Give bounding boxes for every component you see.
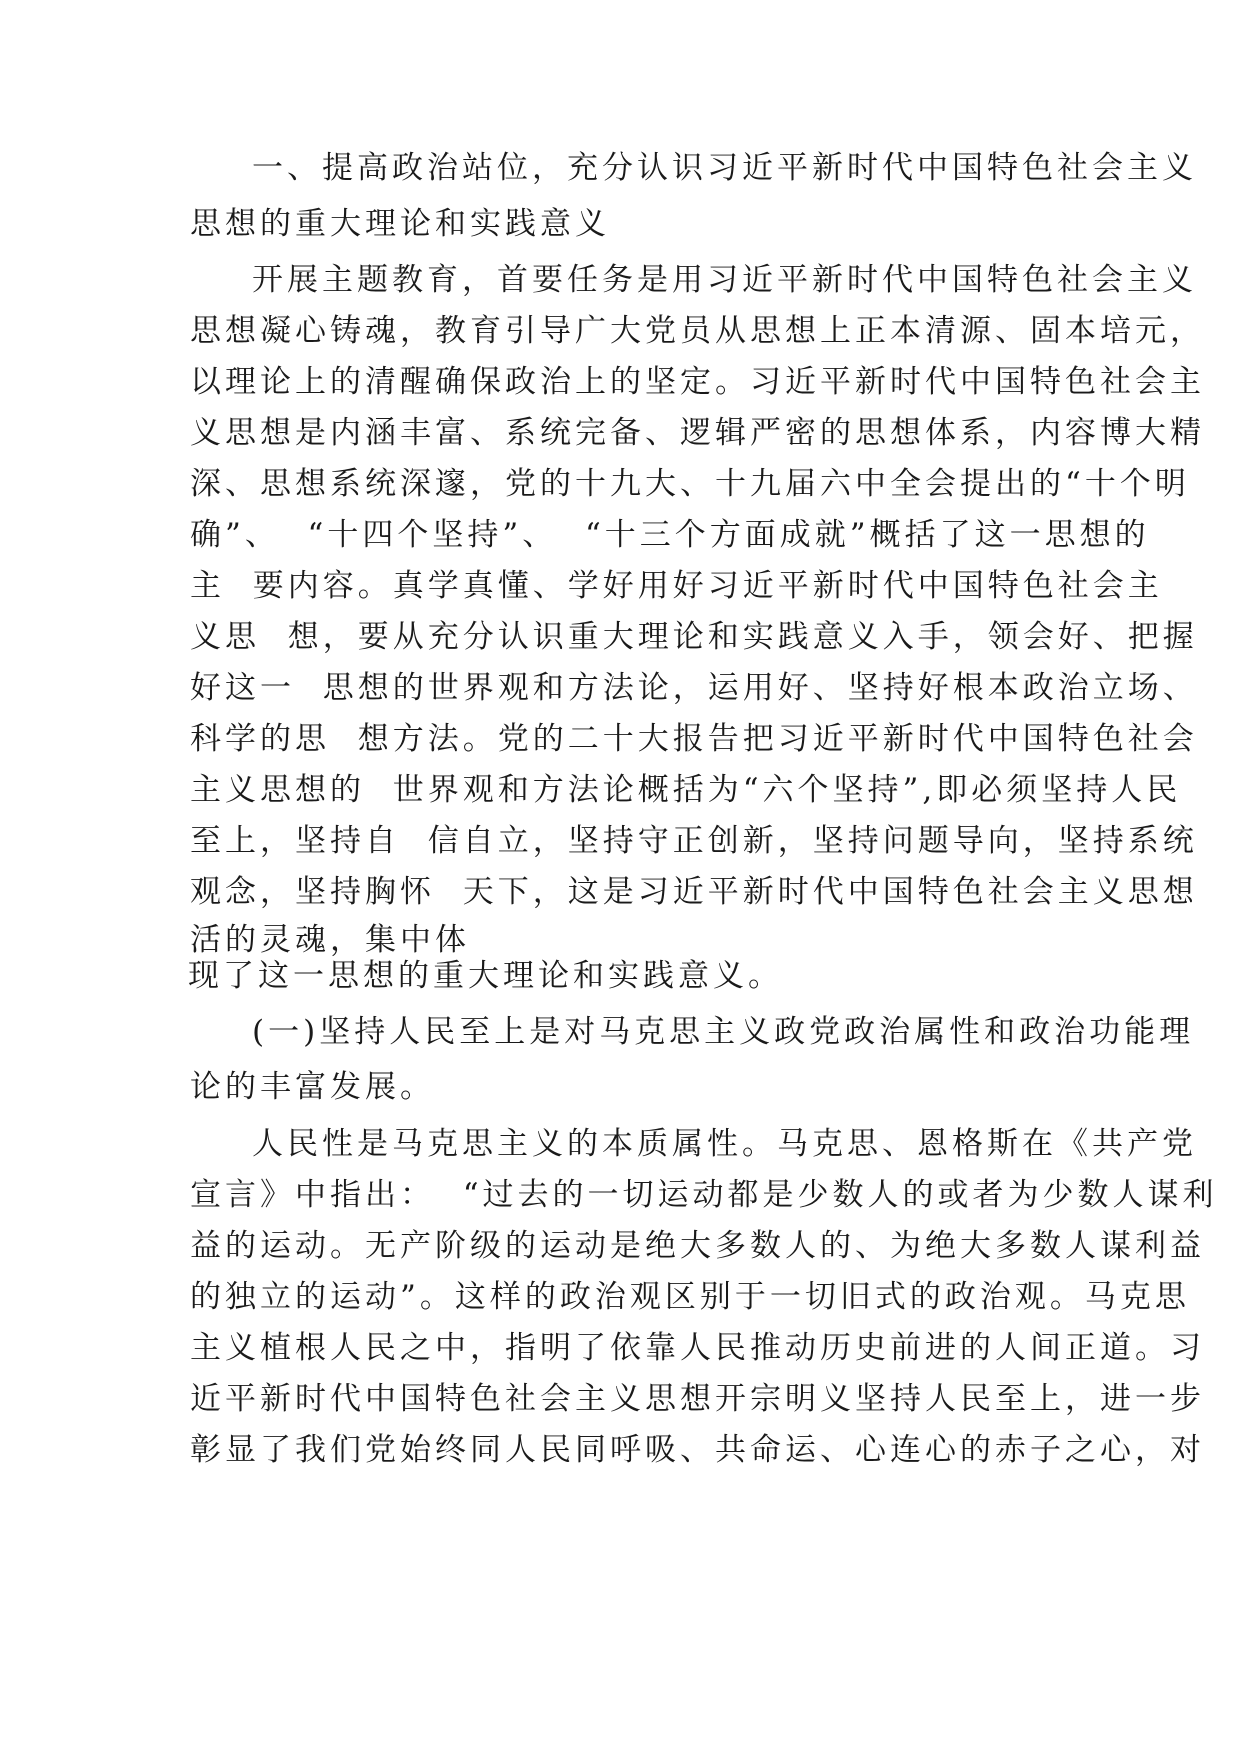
paragraph-line: 近平新时代中国特色社会主义思想开宗明义坚持人民至上，进一步: [190, 1381, 1205, 1417]
paragraph-line: 确”、 “十四个坚持”、 “十三个方面成就”概括了这一思想的: [190, 517, 1150, 553]
paragraph-line: 义思想是内涵丰富、系统完备、逻辑严密的思想体系，内容博大精: [190, 415, 1205, 451]
paragraph-line: 开展主题教育，首要任务是用习近平新时代中国特色社会主义: [252, 262, 1197, 298]
paragraph-line: 人民性是马克思主义的本质属性。马克思、恩格斯在《共产党: [252, 1126, 1197, 1162]
paragraph-line: 好这一 思想的世界观和方法论，运用好、坚持好根本政治立场、: [190, 670, 1198, 706]
paragraph-line: 主义思想的 世界观和方法论概括为“六个坚持”,即必须坚持人民: [190, 772, 1182, 808]
paragraph-line: 深、思想系统深邃，党的十九大、十九届六中全会提出的“十个明: [190, 466, 1190, 502]
paragraph-line: 彰显了我们党始终同人民同呼吸、共命运、心连心的赤子之心，对: [190, 1432, 1205, 1468]
subsection-heading-line: (一)坚持人民至上是对马克思主义政党政治属性和政治功能理: [252, 1014, 1195, 1050]
paragraph-line: 宣言》中指出： “过去的一切运动都是少数人的或者为少数人谋利: [190, 1177, 1218, 1213]
section-heading-line: 一、提高政治站位，充分认识习近平新时代中国特色社会主义: [252, 150, 1197, 186]
paragraph-line: 主义植根人民之中，指明了依靠人民推动历史前进的人间正道。习: [190, 1330, 1205, 1366]
paragraph-line: 科学的思 想方法。党的二十大报告把习近平新时代中国特色社会: [190, 721, 1198, 757]
paragraph-line: 思想凝心铸魂，教育引导广大党员从思想上正本清源、固本培元，: [190, 313, 1205, 349]
paragraph-line: 的独立的运动”。这样的政治观区别于一切旧式的政治观。马克思: [190, 1279, 1190, 1315]
section-heading-line: 思想的重大理论和实践意义: [190, 206, 610, 242]
paragraph-line: 主 要内容。真学真懂、学好用好习近平新时代中国特色社会主: [190, 568, 1163, 604]
paragraph-line: 现了这一思想的重大理论和实践意义。: [188, 958, 783, 994]
paragraph-line: 义思 想，要从充分认识重大理论和实践意义入手，领会好、把握: [190, 619, 1198, 655]
paragraph-line: 至上，坚持自 信自立，坚持守正创新，坚持问题导向，坚持系统: [190, 823, 1198, 859]
paragraph-line: 以理论上的清醒确保政治上的坚定。习近平新时代中国特色社会主: [190, 364, 1205, 400]
paragraph-line: 观念，坚持胸怀 天下，这是习近平新时代中国特色社会主义思想: [190, 874, 1198, 910]
paragraph-line: 益的运动。无产阶级的运动是绝大多数人的、为绝大多数人谋利益: [190, 1228, 1205, 1264]
subsection-heading-line: 论的丰富发展。: [190, 1069, 435, 1105]
paragraph-line: 活的灵魂，集中体: [190, 922, 470, 958]
